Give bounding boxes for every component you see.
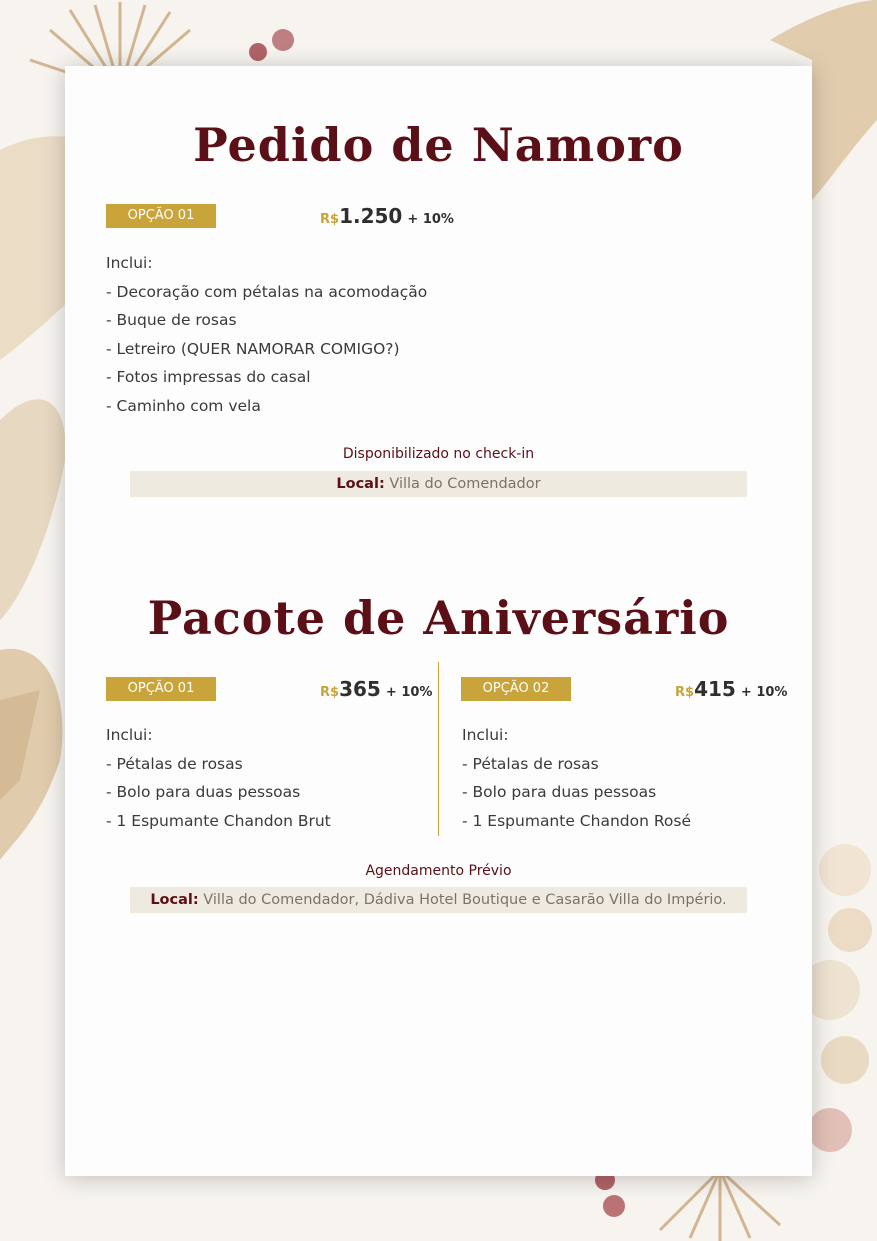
section1-price: [320, 204, 454, 228]
section2-option2-tax: + 10%: [740, 685, 788, 700]
list-item: - 1 Espumante Chandon Brut: [106, 811, 331, 830]
section2-option1-includes-title: Inclui:: [106, 726, 153, 744]
section2-option2-badge: OPÇÃO 02: [461, 677, 571, 701]
list-item: - Letreiro (QUER NAMORAR COMIGO?): [106, 339, 400, 358]
section1-local-value: Villa do Comendador: [389, 476, 541, 492]
list-item: - 1 Espumante Chandon Rosé: [462, 811, 692, 830]
column-divider: [438, 662, 439, 836]
section1-includes-title: Inclui:: [106, 254, 153, 272]
list-item: - Bolo para duas pessoas: [462, 783, 657, 801]
section1-includes-list: [106, 249, 427, 420]
list-item: - Pétalas de rosas: [106, 754, 243, 773]
section2-local-bar: [130, 887, 747, 913]
section1-note: Disponibilizado no check-in: [342, 446, 535, 462]
section1-price-tax: + 10%: [407, 212, 454, 227]
list-item: - Caminho com vela: [106, 396, 261, 415]
section2-option1-badge: OPÇÃO 01: [106, 677, 216, 701]
section2-option2-currency: R$: [675, 685, 695, 700]
section2-option2-includes-title: Inclui:: [462, 726, 509, 744]
list-item: - Bolo para duas pessoas: [106, 783, 301, 801]
section1-title: Pedido de Namoro: [193, 118, 684, 172]
section1-price-amount: 1.250: [339, 204, 403, 228]
list-item: - Fotos impressas do casal: [106, 368, 311, 386]
list-item: - Buque de rosas: [106, 311, 237, 329]
list-item: - Decoração com pétalas na acomodação: [106, 282, 428, 301]
menu-card: [65, 66, 812, 1176]
section1-price-currency: R$: [320, 212, 340, 227]
section2-note: Agendamento Prévio: [365, 863, 512, 879]
section2-option2-list: [462, 721, 691, 835]
section2-local-label: Local:: [150, 892, 199, 908]
list-item: - Pétalas de rosas: [462, 754, 599, 773]
section2-option2-amount: 415: [694, 677, 736, 701]
section2-option1-currency: R$: [320, 685, 340, 700]
section2-option1-tax: + 10%: [385, 685, 433, 700]
section1-option-badge: OPÇÃO 01: [106, 204, 216, 228]
section2-local-value: Villa do Comendador, Dádiva Hotel Boutique e Casarão Villa do Império.: [203, 892, 727, 908]
section2-option1-list: [106, 721, 331, 835]
section1-local-bar: [130, 471, 747, 497]
section2-option2-price: [675, 677, 787, 701]
section2-option1-amount: 365: [339, 677, 381, 701]
section1-local-label: Local:: [336, 476, 385, 492]
section2-option1-price: [320, 677, 432, 701]
section2-title: Pacote de Aniversário: [147, 591, 730, 645]
